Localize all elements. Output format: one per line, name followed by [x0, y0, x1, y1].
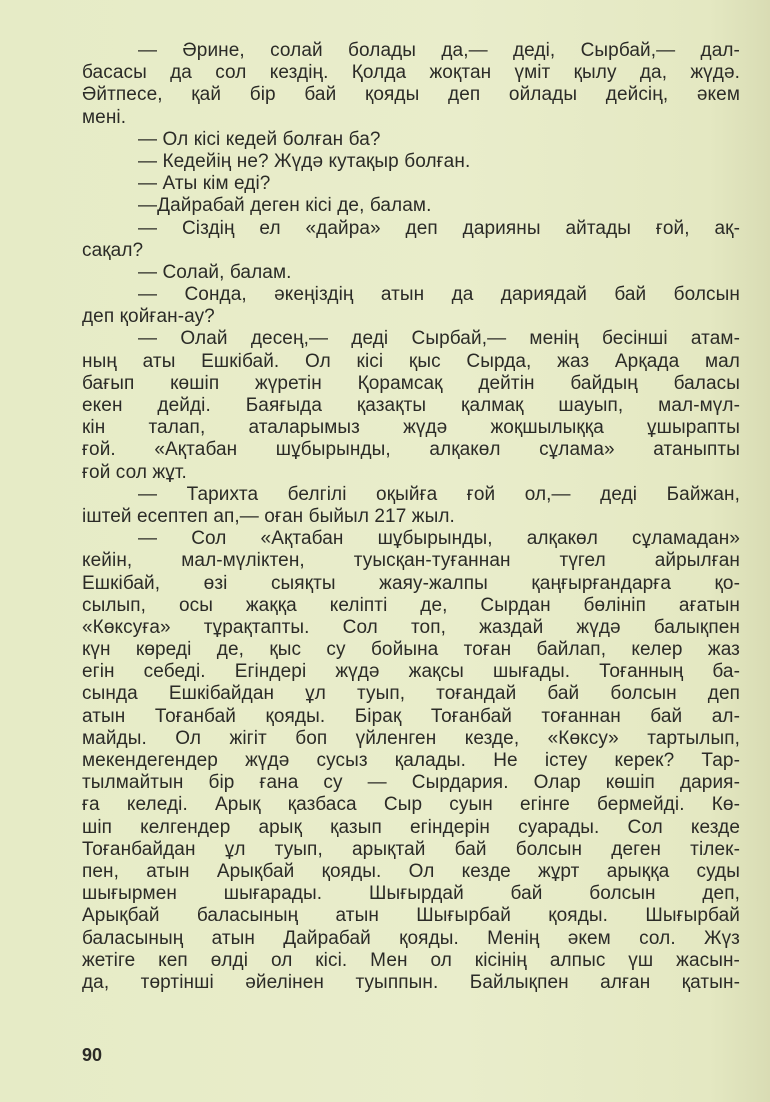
text-line: пен, атын Арықбай қояды. Ол кезде жұрт арыққа суды	[82, 860, 740, 882]
text-line: ның аты Ешкібай. Ол кісі қыс Сырда, жаз Арқада мал	[82, 350, 740, 372]
text-line: кейін, мал-мүліктен, туысқан-туғаннан түгел айрылған	[82, 550, 740, 572]
text-line: тылмайтын бір ғана су — Сырдария. Олар көшіп дария-	[82, 772, 740, 794]
text-line: ғой сол жұт.	[82, 461, 187, 483]
text-line: сылып, осы жаққа келіпті де, Сырдан бөлініп ағатын	[82, 594, 740, 616]
text-line: — Сіздің ел «дайра» деп дарияны айтады ғой, ақ-	[138, 217, 740, 239]
text-line: кін талап, аталарымыз жүдә жоқшылыққа ұшырапты	[82, 417, 740, 439]
text-line: — Кедейің не? Жүдә кутақыр болған.	[138, 150, 471, 172]
text-line: Арықбай баласының атын Шығырбай қояды. Шығырбай	[82, 905, 740, 927]
text-line: — Сол «Ақтабан шұбырынды, алқакөл сұламадан»	[138, 528, 740, 550]
text-line: ғой. «Ақтабан шұбырынды, алқакөл сұлама» атаныпты	[82, 439, 740, 461]
text-line: Тоғанбайдан ұл туып, арықтай бай болсын деген тілек-	[82, 838, 740, 860]
text-line: шығырмен шығарады. Шығырдай бай болсын деп,	[82, 883, 740, 905]
text-line: — Әрине, солай болады да,— деді, Сырбай,— дал-	[138, 40, 740, 61]
text-line: іштей есептеп ап,— оған быйыл 217 жыл.	[82, 505, 455, 527]
text-line: шіп келгендер арық қазып егіндерін суарады. Сол кезде	[82, 816, 740, 838]
text-line: Әйтпесе, қай бір бай қояды деп ойлады дейсің, әкем	[82, 84, 740, 106]
text-line: деп қойған-ау?	[82, 306, 215, 328]
page-number: 90	[82, 1045, 103, 1065]
text-line: майды. Ол жігіт боп үйленген кезде, «Көксу» тартылып,	[82, 727, 740, 749]
text-line: басасы да сол кездің. Қолда жоқтан үміт қылу да, жүдә.	[82, 62, 740, 84]
text-line: «Көксуға» тұрақтапты. Сол топ, жаздай жүдә балықпен	[82, 616, 740, 638]
text-line: мені.	[82, 106, 127, 128]
page-body-text	[82, 40, 740, 994]
text-line: —Дайрабай деген кісі де, балам.	[138, 195, 432, 217]
text-line: — Ол кісі кедей болған ба?	[138, 128, 381, 150]
text-line: күн көреді де, қыс су бойына тоған байлап, келер жаз	[82, 639, 740, 661]
text-line: — Аты кім еді?	[138, 173, 271, 195]
text-line: — Сонда, әкеңіздің атын да дариядай бай болсын	[138, 284, 740, 306]
text-line: — Олай десең,— деді Сырбай,— менің бесінші атам-	[138, 328, 740, 350]
text-line: сында Ешкібайдан ұл туып, тоғандай бай болсын деп	[82, 683, 740, 705]
text-line: атын Тоғанбай қояды. Бірақ Тоғанбай тоғаннан бай ал-	[82, 705, 740, 727]
text-line: — Тарихта белгілі оқыйға ғой ол,— деді Байжан,	[138, 483, 740, 505]
text-line: екен дейді. Баяғыда қазақты қалмақ шауып, мал-мүл-	[82, 395, 740, 416]
text-line: бағып көшіп жүретін Қорамсақ дейтін байдың баласы	[82, 372, 740, 394]
text-line: баласының атын Дайрабай қояды. Менің әкем сол. Жүз	[82, 927, 740, 949]
text-line: сақал?	[82, 239, 144, 261]
text-line: ға келеді. Арық қазбаса Сыр суын егінге бермейді. Кө-	[82, 794, 740, 816]
text-line: — Солай, балам.	[138, 261, 292, 283]
text-line: Ешкібай, өзі сыяқты жаяу-жалпы қаңғырғандарға қо-	[82, 572, 740, 594]
text-line: да, төртінші әйелінен туыппын. Байлықпен алған қатын-	[82, 971, 740, 993]
text-line: мекендегендер жүдә сусыз қалады. Не істеу керек? Тар-	[82, 750, 740, 771]
text-line: жетіге кеп өлді ол кісі. Мен ол кісінің алпыс үш жасын-	[82, 949, 740, 971]
text-line: егін себеді. Егіндері жүдә жақсы шығады. Тоғанның ба-	[82, 661, 740, 683]
